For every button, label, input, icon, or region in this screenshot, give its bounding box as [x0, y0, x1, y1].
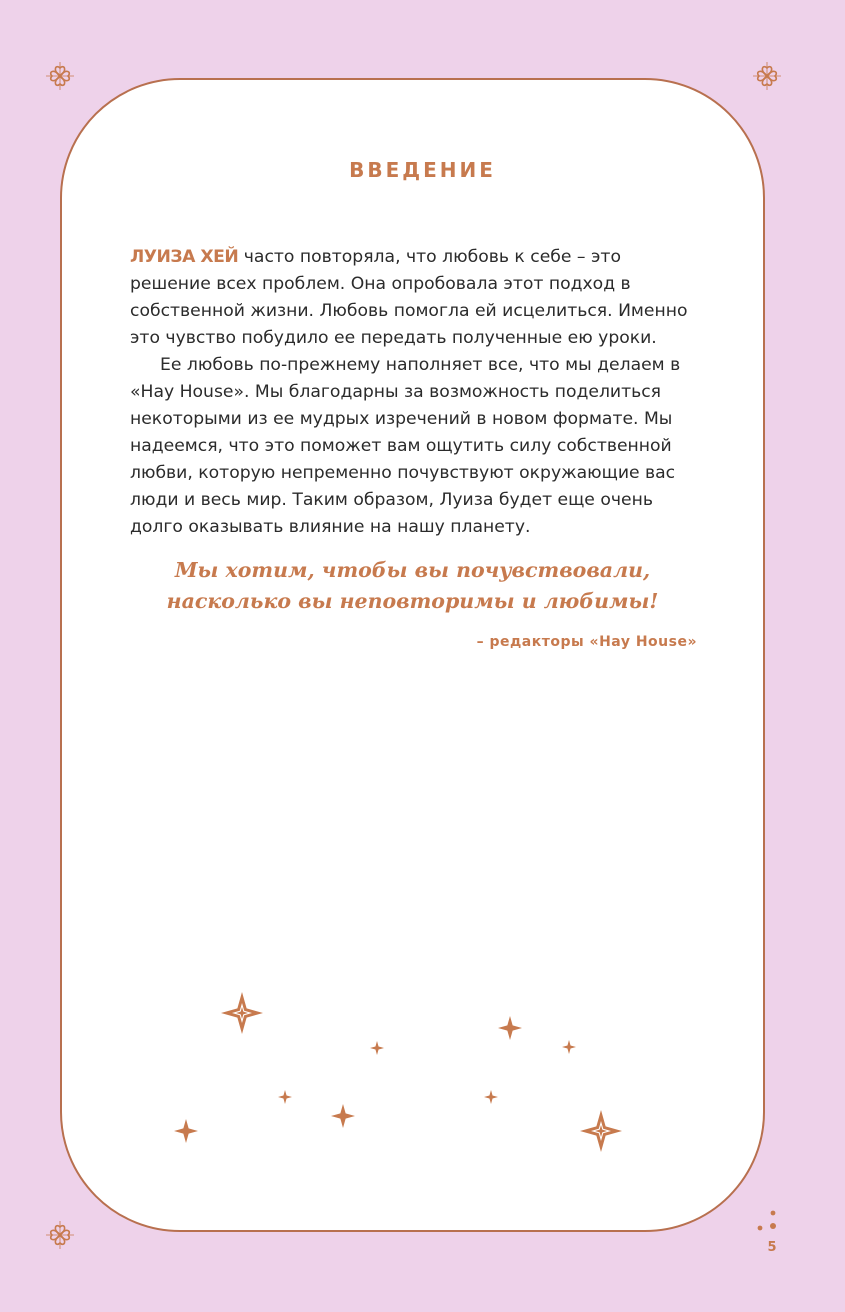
corner-ornament-top-left	[40, 56, 80, 96]
heart-clover-icon	[747, 56, 787, 96]
signature: – редакторы «Hay House»	[476, 634, 697, 650]
quote-line-2: насколько вы неповторимы и любимы!	[166, 589, 659, 613]
paragraph-2: Ее любовь по-прежнему наполняет все, что мы делаем в «Hay House». Мы благодарны за возможность поделиться некоторыми из ее мудрых изречений в новом формате. Мы надеемся, что это поможет вам ощутить силу собственной любви, которую непременно почувствуют окружающие вас люди и весь мир. Таким образом, Луиза будет еще очень долго оказывать влияние на нашу планету.	[130, 355, 681, 537]
corner-ornament-top-right	[747, 56, 787, 96]
page-dots-ornament	[752, 1208, 782, 1238]
intro-text	[130, 244, 695, 541]
paragraph-1-text: часто повторяла, что любовь к себе – это решение всех проблем. Она опробовала этот подход в собственной жизни. Любовь помогла ей исцелиться. Именно это чувство побудило ее передать полученные ею уроки.	[130, 247, 688, 348]
heart-clover-icon	[40, 56, 80, 96]
corner-ornament-bottom-left	[40, 1215, 80, 1255]
author-name: ЛУИЗА ХЕЙ	[130, 247, 239, 267]
page-number: 5	[767, 1240, 777, 1255]
paragraph-1	[130, 244, 695, 352]
quote-line-1: Мы хотим, чтобы вы почувствовали,	[174, 558, 651, 582]
heart-clover-icon	[40, 1215, 80, 1255]
page-title: ВВЕДЕНИЕ	[349, 158, 496, 182]
pull-quote	[130, 555, 695, 617]
